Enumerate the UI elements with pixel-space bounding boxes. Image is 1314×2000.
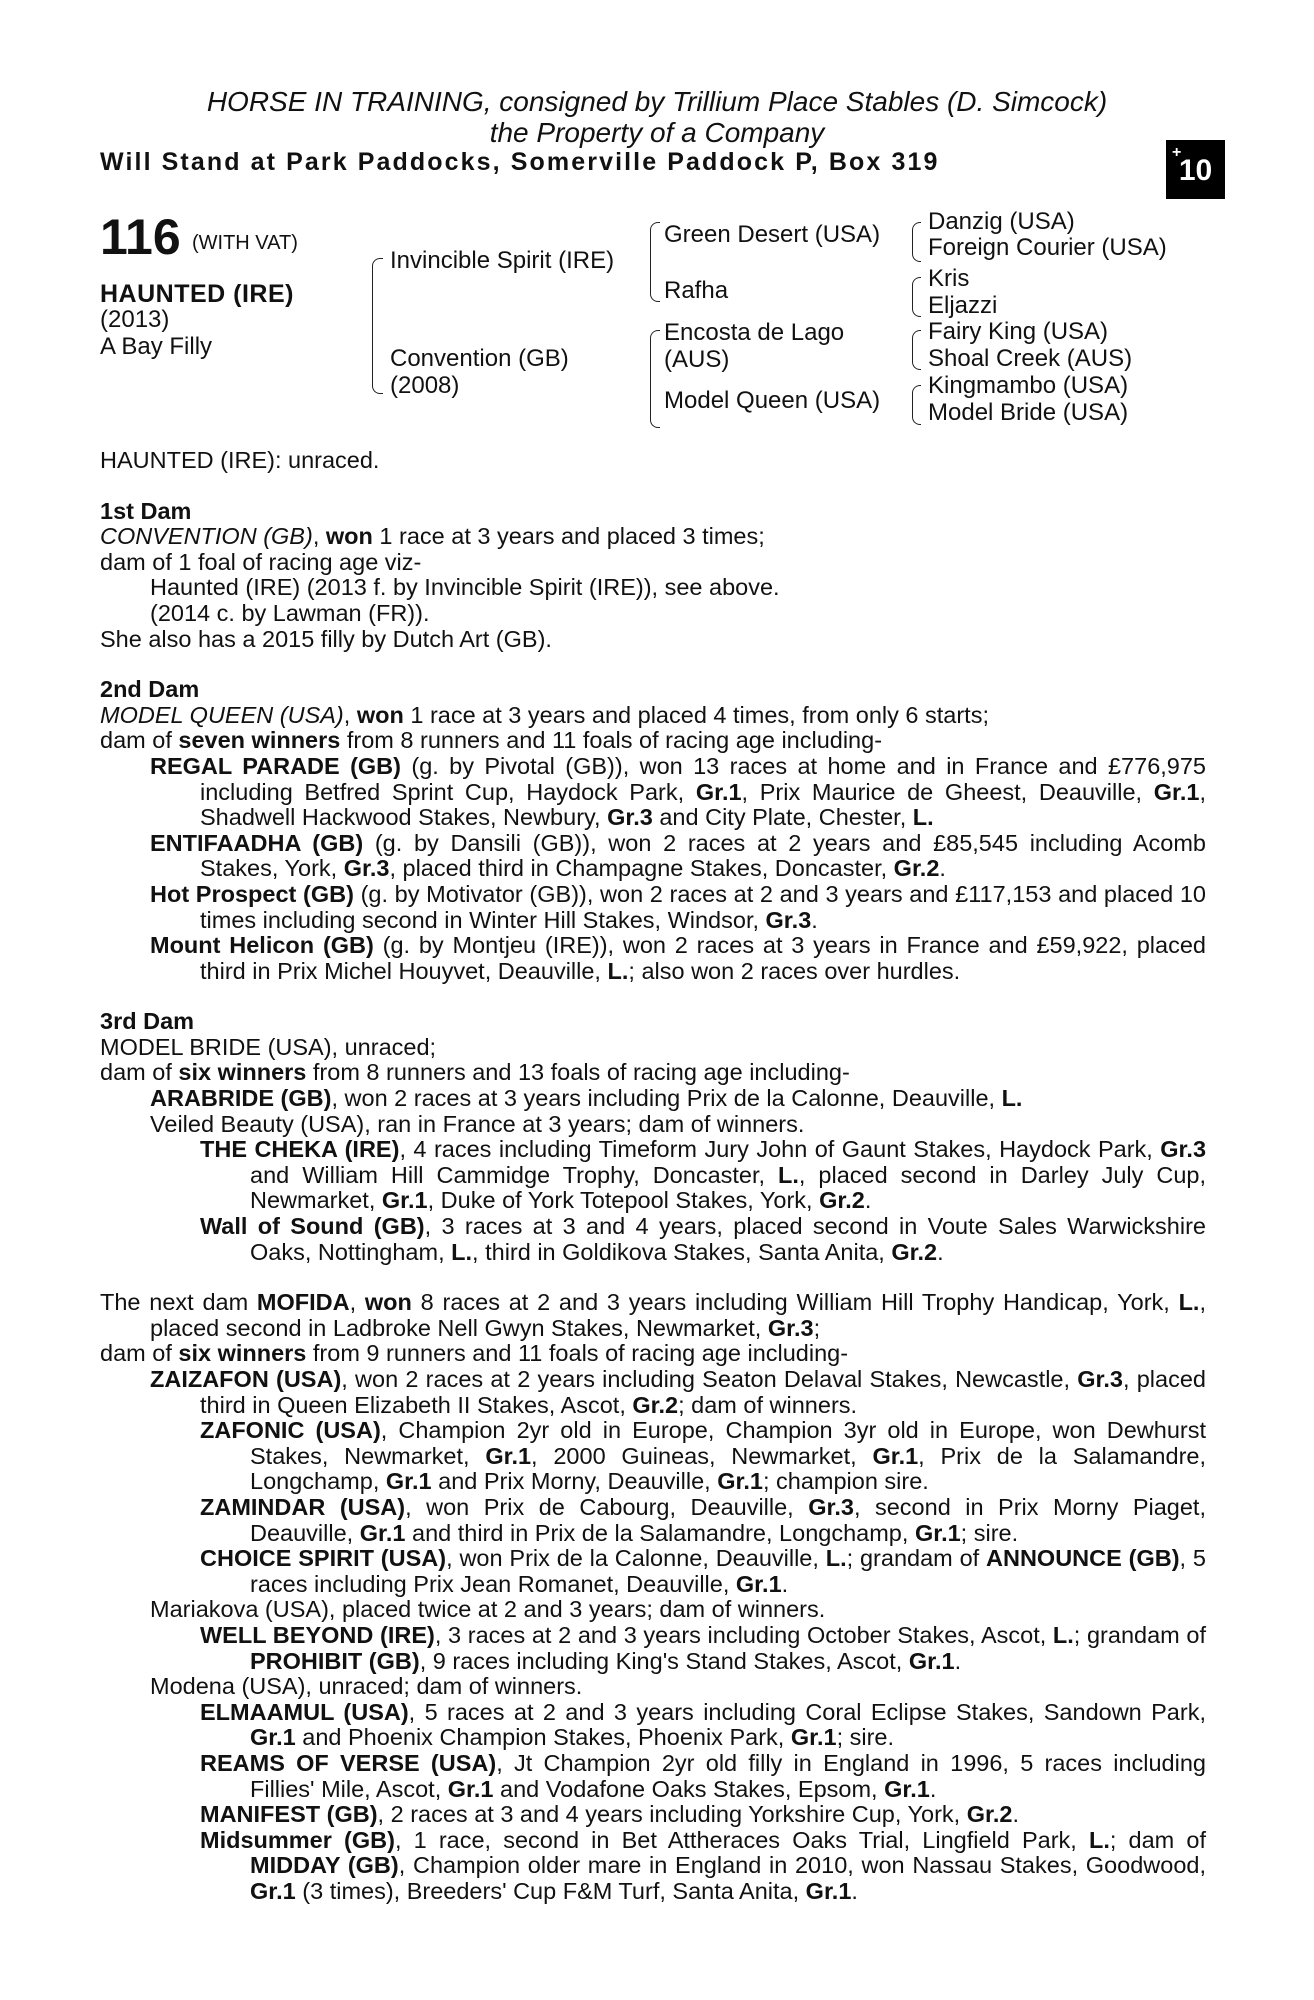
pedigree-sire: Invincible Spirit (IRE)	[390, 247, 615, 274]
next-dam-entry-zafonic: ZAFONIC (USA), Champion 2yr old in Europe, Champion 3yr old in Europe, won Dewhurst Stakes, Newmarket, Gr.1, 2000 Guineas, Newmarket, Gr.1, Prix de la Salamandre, Longchamp, Gr.1 and Prix Morny, Deauville, Gr.1; champion sire.	[200, 1417, 1206, 1495]
pedigree-dss: Fairy King (USA)	[928, 318, 1109, 345]
brace-dd	[912, 385, 921, 425]
pedigree-sire-sire: Green Desert (USA)	[664, 221, 881, 248]
brace-ds	[912, 330, 921, 370]
first-dam-foal-1: Haunted (IRE) (2013 f. by Invincible Spirit (IRE)), see above.	[150, 574, 780, 601]
pedigree-dds: Kingmambo (USA)	[928, 372, 1129, 399]
next-dam-entry-manifest: MANIFEST (GB), 2 races at 3 and 4 years including Yorkshire Cup, York, Gr.2.	[200, 1801, 1019, 1828]
third-dam-entry-1: ARABRIDE (GB), won 2 races at 3 years including Prix de la Calonne, Deauville, L.	[150, 1085, 1023, 1112]
horse-name: HAUNTED (IRE)	[100, 280, 294, 308]
second-dam-record: MODEL QUEEN (USA), won 1 race at 3 years and placed 4 times, from only 6 starts;	[100, 701, 989, 728]
next-dam-entry-reams-of-verse: REAMS OF VERSE (USA), Jt Champion 2yr old filly in England in 1996, 5 races including Fillies' Mile, Ascot, Gr.1 and Vodafone Oaks Stakes, Epsom, Gr.1.	[200, 1749, 1206, 1802]
pedigree-dam-sire-country: (AUS)	[664, 346, 730, 373]
pedigree-ddd: Model Bride (USA)	[928, 399, 1129, 426]
pedigree-dam: Convention (GB)	[390, 345, 569, 372]
logo-number: 10	[1178, 154, 1213, 187]
brace-ss	[912, 222, 921, 262]
second-dam-heading: 2nd Dam	[100, 676, 200, 703]
horse-year: (2013)	[100, 306, 170, 333]
next-dam-entry-zamindar: ZAMINDAR (USA), won Prix de Cabourg, Deauville, Gr.3, second in Prix Morny Piaget, Deauville, Gr.1 and third in Prix de la Salamandre, Longchamp, Gr.1; sire.	[200, 1493, 1206, 1546]
next-dam-entry-elmaamul: ELMAAMUL (USA), 5 races at 2 and 3 years including Coral Eclipse Stakes, Sandown Park, Gr.1 and Phoenix Champion Stakes, Phoenix Park, Gr.1; sire.	[200, 1698, 1206, 1751]
next-dam-entry-well-beyond: WELL BEYOND (IRE), 3 races at 2 and 3 years including October Stakes, Ascot, L.; grandam of PROHIBIT (GB), 9 races including King's Stand Stakes, Ascot, Gr.1.	[200, 1621, 1206, 1674]
second-dam-foals: dam of seven winners from 8 runners and 11 foals of racing age including-	[100, 727, 883, 754]
third-dam-foals: dam of six winners from 8 runners and 13 foals of racing age including-	[100, 1059, 850, 1086]
second-dam-entry-3: Hot Prospect (GB) (g. by Motivator (GB)), won 2 races at 2 and 3 years and £117,153 and placed 10 times including second in Winter Hill Stakes, Windsor, Gr.3.	[150, 880, 1206, 933]
unraced-note: HAUNTED (IRE): unraced.	[100, 447, 380, 473]
vat-note: (WITH VAT)	[192, 232, 298, 254]
first-dam-record: CONVENTION (GB), won 1 race at 3 years and placed 3 times;	[100, 523, 765, 550]
next-dam-entry-mariakova: Mariakova (USA), placed twice at 2 and 3 years; dam of winners.	[150, 1596, 826, 1623]
pedigree-ssd: Foreign Courier (USA)	[928, 234, 1167, 261]
horse-description: A Bay Filly	[100, 333, 213, 360]
first-dam-heading: 1st Dam	[100, 497, 192, 524]
brace-gen1	[372, 258, 383, 394]
catalogue-body	[100, 448, 1206, 1904]
pedigree-sss: Danzig (USA)	[928, 208, 1075, 235]
third-dam-record: MODEL BRIDE (USA), unraced;	[100, 1033, 437, 1060]
pedigree-dsd: Shoal Creek (AUS)	[928, 345, 1133, 372]
lot-number: 116	[100, 209, 181, 265]
third-dam-entry-4: Wall of Sound (GB), 3 races at 3 and 4 years, placed second in Voute Sales Warwickshire Oaks, Nottingham, L., third in Goldikova Stakes, Santa Anita, Gr.2.	[200, 1213, 1206, 1265]
header-consignor: HORSE IN TRAINING, consigned by Trillium Place Stables (D. Simcock)	[206, 86, 1108, 117]
third-dam-entry-2: Veiled Beauty (USA), ran in France at 3 years; dam of winners.	[150, 1110, 805, 1137]
next-dam-record: The next dam MOFIDA, won 8 races at 2 and 3 years including William Hill Trophy Handicap, York, L., placed second in Ladbroke Nell Gwyn Stakes, Newmarket, Gr.3;	[100, 1289, 1206, 1341]
next-dam-foals: dam of six winners from 9 runners and 11 foals of racing age including-	[100, 1340, 849, 1367]
first-dam-note: She also has a 2015 filly by Dutch Art (GB).	[100, 625, 552, 652]
brace-dam	[650, 330, 660, 428]
third-dam-entry-3: THE CHEKA (IRE), 4 races including Timeform Jury John of Gaunt Stakes, Haydock Park, Gr.3 and William Hill Cammidge Trophy, Doncaster, L., placed second in Darley July Cup, Newmarket, Gr.1, Duke of York Totepool Stakes, York, Gr.2.	[200, 1136, 1207, 1214]
second-dam-entry-2: ENTIFAADHA (GB) (g. by Dansili (GB)), won 2 races at 2 years and £85,545 including Acomb Stakes, York, Gr.3, placed third in Champagne Stakes, Doncaster, Gr.2.	[150, 829, 1206, 882]
first-dam-foal-2: (2014 c. by Lawman (FR)).	[150, 599, 430, 626]
brace-sd	[912, 277, 921, 317]
third-dam-heading: 3rd Dam	[100, 1008, 195, 1035]
next-dam-entry-modena: Modena (USA), unraced; dam of winners.	[150, 1673, 583, 1700]
next-dam-entry-zaizafon: ZAIZAFON (USA), won 2 races at 2 years including Seaton Delaval Stakes, Newcastle, Gr.3, placed third in Queen Elizabeth II Stakes, Ascot, Gr.2; dam of winners.	[150, 1366, 1206, 1418]
brace-sire	[650, 222, 660, 302]
pedigree-dam-year: (2008)	[390, 372, 460, 399]
logo-plus: +	[1172, 144, 1182, 161]
sale-logo	[1166, 140, 1225, 199]
next-dam-entry-choice-spirit: CHOICE SPIRIT (USA), won Prix de la Calonne, Deauville, L.; grandam of ANNOUNCE (GB), 5 races including Prix Jean Romanet, Deauville, Gr.1.	[200, 1545, 1206, 1597]
second-dam-entry-4: Mount Helicon (GB) (g. by Montjeu (IRE)), won 2 races at 3 years in France and £59,922, placed third in Prix Michel Houyvet, Deauville, L.; also won 2 races over hurdles.	[150, 932, 1206, 984]
second-dam-entry-1: REGAL PARADE (GB) (g. by Pivotal (GB)), won 13 races at home and in France and £776,975 including Betfred Sprint Cup, Haydock Park, Gr.1, Prix Maurice de Gheest, Deauville, Gr.1, Shadwell Hackwood Stakes, Newbury, Gr.3 and City Plate, Chester, L.	[150, 752, 1206, 831]
pedigree-sdd: Eljazzi	[928, 292, 998, 319]
header-location: Will Stand at Park Paddocks, Somerville Paddock P, Box 319	[100, 148, 940, 176]
pedigree-sds: Kris	[928, 265, 970, 292]
pedigree-sire-dam: Rafha	[664, 277, 729, 304]
first-dam-foals: dam of 1 foal of racing age viz-	[100, 548, 422, 575]
next-dam-entry-midsummer: Midsummer (GB), 1 race, second in Bet Attheraces Oaks Trial, Lingfield Park, L.; dam of MIDDAY (GB), Champion older mare in England in 2010, won Nassau Stakes, Goodwood, Gr.1 (3 times), Breeders' Cup F&M Turf, Santa Anita, Gr.1.	[200, 1826, 1207, 1904]
header-property: the Property of a Company	[489, 117, 825, 148]
pedigree-dam-sire: Encosta de Lago	[664, 319, 845, 346]
pedigree-dam-dam: Model Queen (USA)	[664, 387, 881, 414]
